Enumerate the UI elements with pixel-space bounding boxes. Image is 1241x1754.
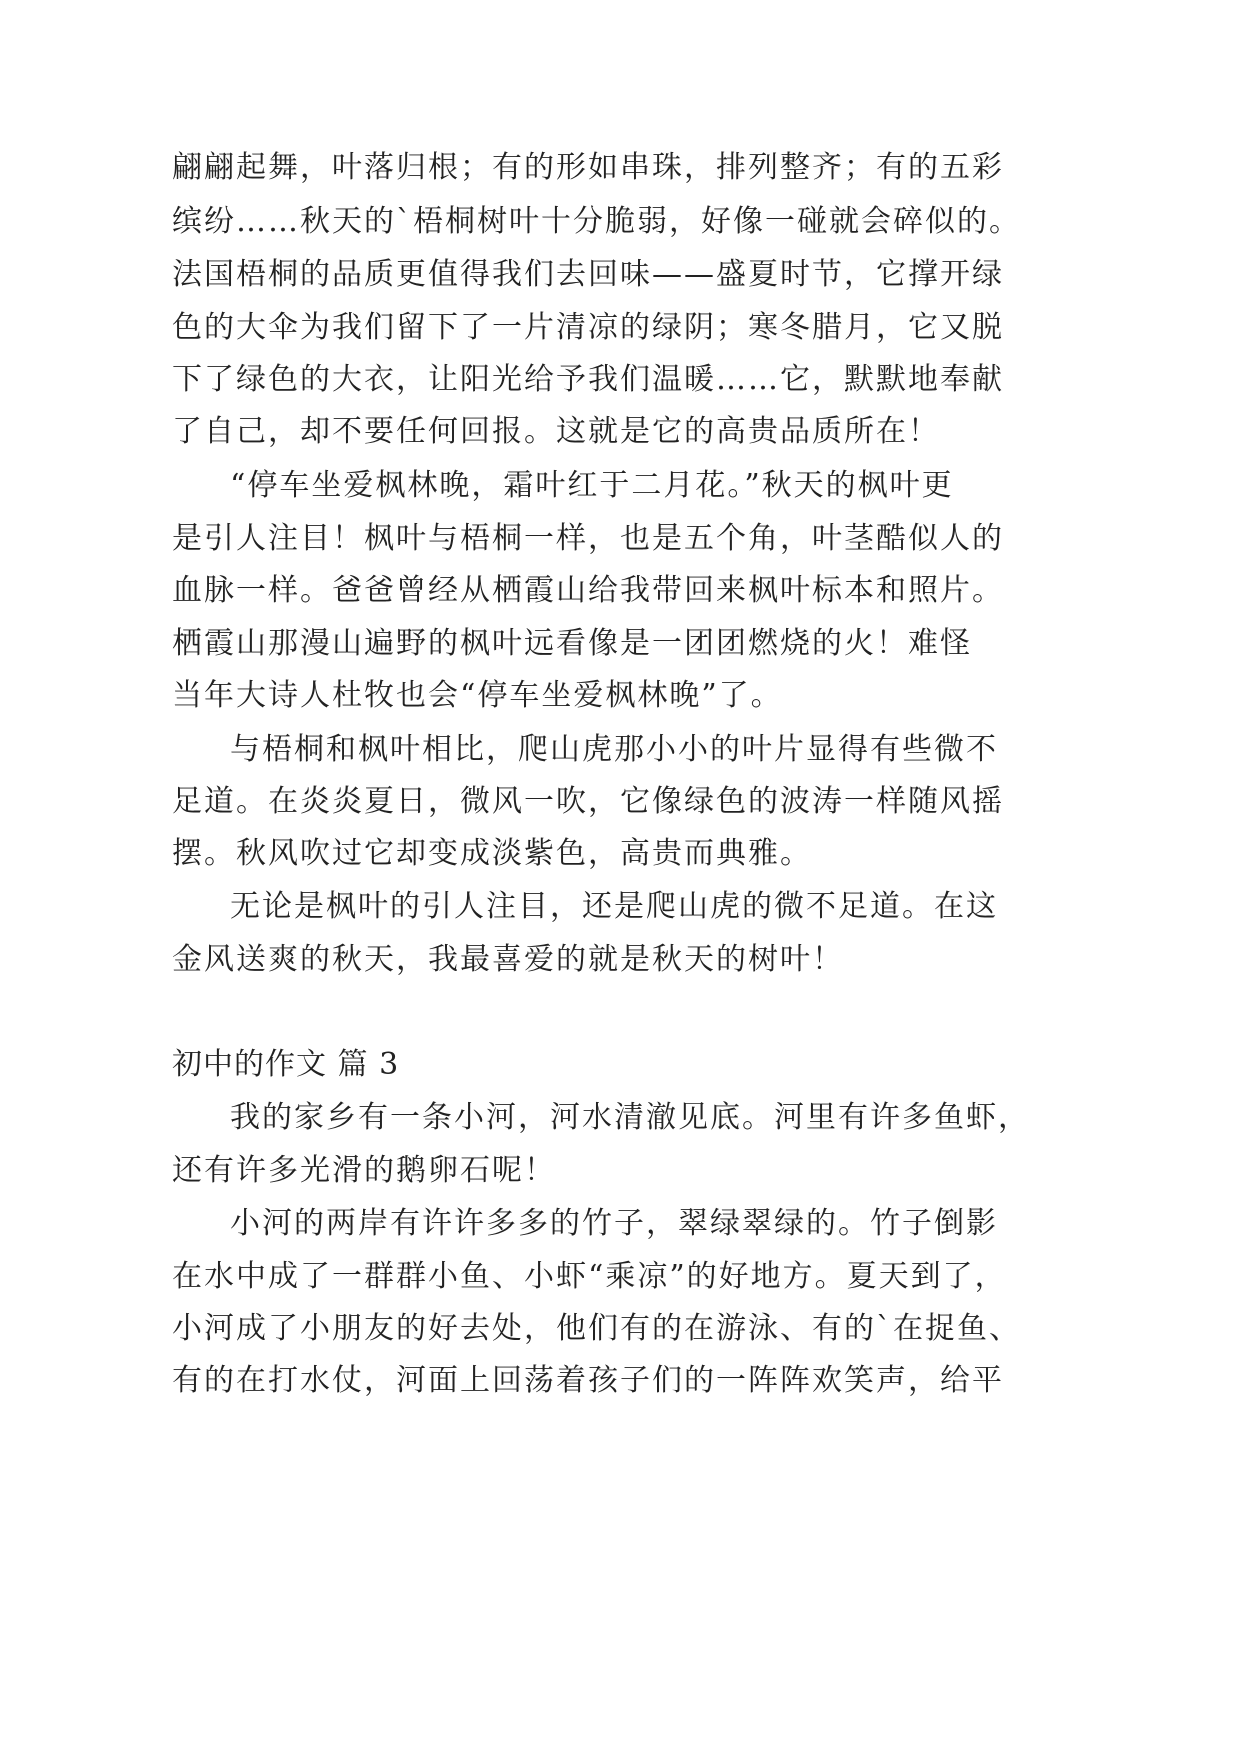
text-line: 我的家乡有一条小河，河水清澈见底。河里有许多鱼虾，: [230, 1100, 1030, 1135]
text-line: 血脉一样。爸爸曾经从栖霞山给我带回来枫叶标本和照片。: [172, 573, 1004, 608]
text-line: 足道。在炎炎夏日，微风一吹，它像绿色的波涛一样随风摇: [172, 784, 1004, 819]
text-line: 下了绿色的大衣，让阳光给予我们温暖……它，默默地奉献: [172, 362, 1004, 397]
text-line: 了自己，却不要任何回报。这就是它的高贵品质所在！: [172, 414, 940, 449]
text-line: 还有许多光滑的鹅卵石呢！: [172, 1153, 556, 1188]
text-line: 翩翩起舞，叶落归根；有的形如串珠，排列整齐；有的五彩: [172, 150, 1004, 185]
section-heading: 初中的作文 篇 3: [172, 1047, 400, 1082]
text-line: 在水中成了一群群小鱼、小虾“乘凉”的好地方。夏天到了，: [172, 1259, 1007, 1294]
text-line: 摆。秋风吹过它却变成淡紫色，高贵而典雅。: [172, 836, 812, 871]
text-line: 无论是枫叶的引人注目，还是爬山虎的微不足道。在这: [230, 889, 998, 924]
text-line: 小河成了小朋友的好去处，他们有的在游泳、有的`在捉鱼、: [172, 1311, 1021, 1346]
text-line: 小河的两岸有许许多多的竹子，翠绿翠绿的。竹子倒影: [230, 1206, 998, 1241]
text-line: 有的在打水仗，河面上回荡着孩子们的一阵阵欢笑声，给平: [172, 1363, 1004, 1398]
text-line: 当年大诗人杜牧也会“停车坐爱枫林晚”了。: [172, 678, 783, 713]
text-line: 是引人注目！枫叶与梧桐一样，也是五个角，叶茎酷似人的: [172, 521, 1004, 556]
text-line: 缤纷……秋天的`梧桐树叶十分脆弱，好像一碰就会碎似的。: [172, 204, 1021, 239]
text-line: 色的大伞为我们留下了一片清凉的绿阴；寒冬腊月，它又脱: [172, 310, 1004, 345]
text-line: 金风送爽的秋天，我最喜爱的就是秋天的树叶！: [172, 942, 844, 977]
text-line: “停车坐爱枫林晚，霜叶红于二月花。”秋天的枫叶更: [230, 468, 954, 503]
text-line: 法国梧桐的品质更值得我们去回味——盛夏时节，它撑开绿: [172, 257, 1004, 292]
text-line: 栖霞山那漫山遍野的枫叶远看像是一团团燃烧的火！难怪: [172, 626, 972, 661]
text-line: 与梧桐和枫叶相比，爬山虎那小小的叶片显得有些微不: [230, 732, 998, 767]
